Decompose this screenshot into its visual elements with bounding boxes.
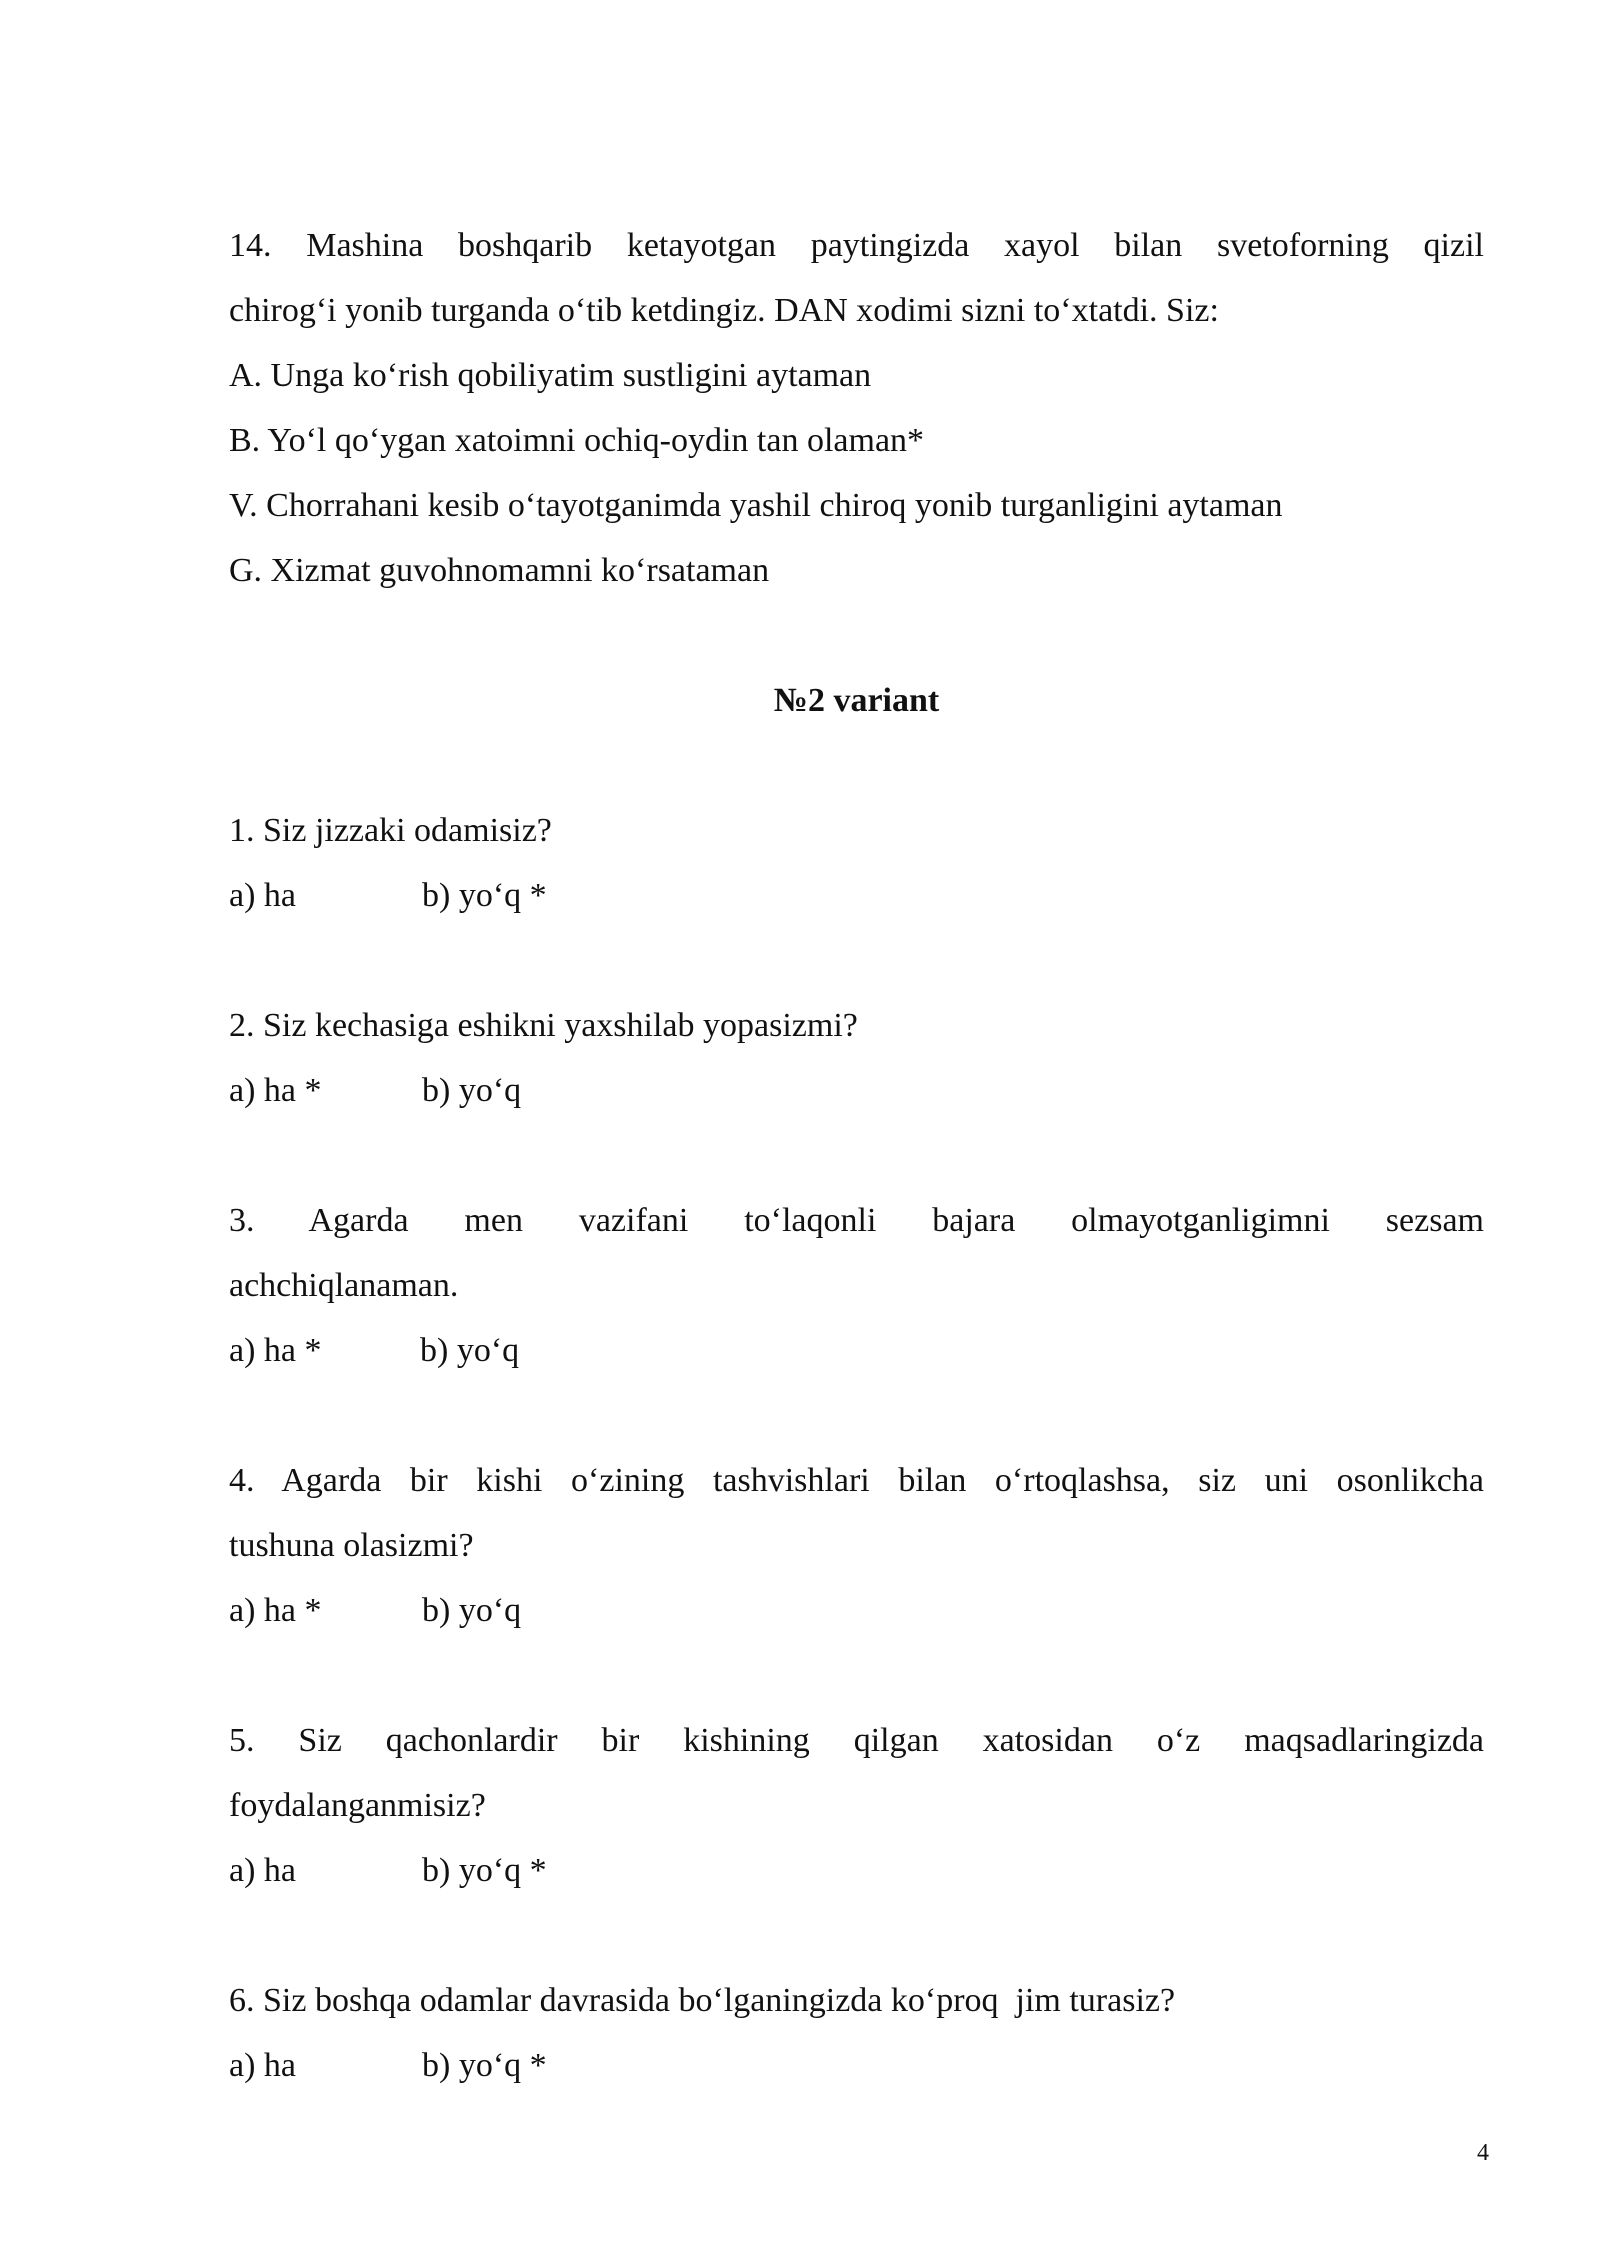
answer-b: b) yo‘q — [420, 1332, 520, 1369]
question-2-text: 2. Siz kechasiga eshikni yaxshilab yopasizmi? — [229, 1007, 858, 1044]
question-1-answers — [229, 863, 1484, 928]
spacer — [229, 733, 1484, 798]
question-14-line-2: chirog‘i yonib turganda o‘tib ketdingiz. DAN xodimi sizni to‘xtatdi. Siz: — [229, 292, 1219, 329]
spacer — [229, 1903, 1484, 1968]
question-14-option-g: G. Xizmat guvohnomamni ko‘rsataman — [229, 552, 770, 589]
answer-b: b) yo‘q * — [422, 1852, 547, 1889]
spacer — [229, 1383, 1484, 1448]
question-2-answers — [229, 1058, 1484, 1123]
question-3-line-1: 3. Agarda men vazifani to‘laqonli bajara olmayotganligimni sezsam — [229, 1202, 1484, 1239]
question-6-text: 6. Siz boshqa odamlar davrasida bo‘lganingizda ko‘proq jim turasiz? — [229, 1982, 1176, 2019]
question-14-option-a: A. Unga ko‘rish qobiliyatim sustligini aytaman — [229, 357, 872, 394]
answer-a: a) ha * — [229, 1592, 322, 1629]
spacer — [229, 1123, 1484, 1188]
question-6-answers — [229, 2033, 1484, 2098]
page-content — [229, 213, 1484, 2098]
spacer — [229, 603, 1484, 668]
page-number: 4 — [1477, 2140, 1489, 2166]
answer-b: b) yo‘q * — [422, 877, 547, 914]
question-5-line-2: foydalanganmisiz? — [229, 1787, 486, 1824]
answer-a: a) ha — [229, 2047, 297, 2084]
question-14-line-1: 14. Mashina boshqarib ketayotgan paytingizda xayol bilan svetoforning qizil — [229, 227, 1484, 264]
question-5-answers — [229, 1838, 1484, 1903]
answer-b: b) yo‘q * — [422, 2047, 547, 2084]
question-4-line-2: tushuna olasizmi? — [229, 1527, 474, 1564]
answer-a: a) ha — [229, 1852, 297, 1889]
answer-b: b) yo‘q — [422, 1592, 522, 1629]
question-14-option-v: V. Chorrahani kesib o‘tayotganimda yashil chiroq yonib turganligini aytaman — [229, 487, 1283, 524]
question-14-option-b: B. Yo‘l qo‘ygan xatoimni ochiq-oydin tan olaman* — [229, 422, 925, 459]
question-1-text: 1. Siz jizzaki odamisiz? — [229, 812, 552, 849]
spacer — [229, 1643, 1484, 1708]
answer-b: b) yo‘q — [422, 1072, 522, 1109]
question-4-answers — [229, 1578, 1484, 1643]
variant-heading: №2 variant — [773, 682, 940, 719]
answer-a: a) ha * — [229, 1072, 322, 1109]
question-4-line-1: 4. Agarda bir kishi o‘zining tashvishlari bilan o‘rtoqlashsa, siz uni osonlikcha — [229, 1462, 1484, 1499]
question-3-answers — [229, 1318, 1484, 1383]
answer-a: a) ha — [229, 877, 297, 914]
spacer — [229, 928, 1484, 993]
question-3-line-2: achchiqlanaman. — [229, 1267, 459, 1304]
answer-a: a) ha * — [229, 1332, 322, 1369]
question-5-line-1: 5. Siz qachonlardir bir kishining qilgan xatosidan o‘z maqsadlaringizda — [229, 1722, 1484, 1759]
